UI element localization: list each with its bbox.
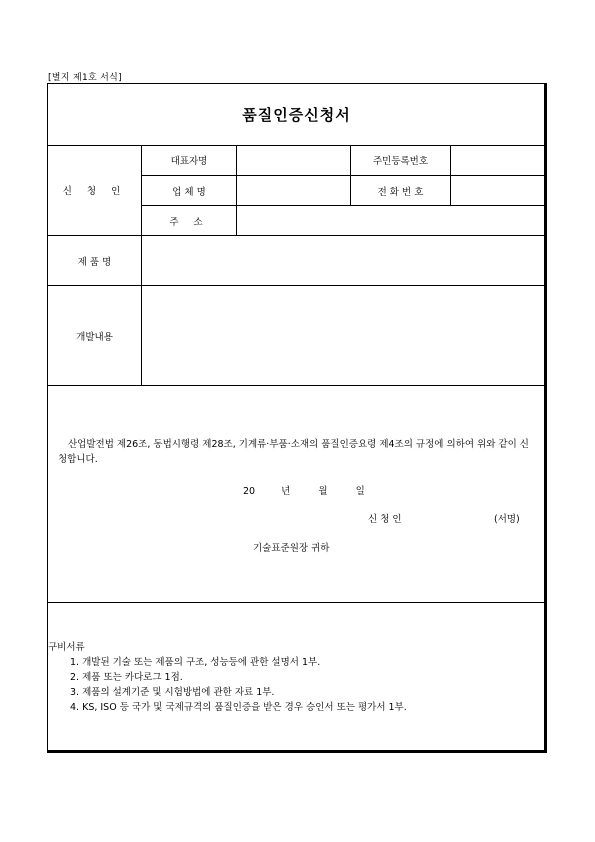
applicant-signature-label: 신 청 인 xyxy=(368,514,402,525)
form-title: 품질인증신청서 xyxy=(242,106,351,124)
row-divider xyxy=(48,602,545,603)
development-content-label: 개발내용 xyxy=(76,331,113,343)
required-documents xyxy=(48,640,538,715)
address-label: 주 소 xyxy=(169,216,209,228)
development-content-field[interactable] xyxy=(142,286,545,385)
application-form xyxy=(47,83,547,753)
representative-label: 대표자명 xyxy=(170,156,208,167)
representative-field[interactable] xyxy=(237,145,350,175)
list-item: 2. 제품 또는 카다로그 1점. xyxy=(70,672,183,683)
resident-number-label: 주민등록번호 xyxy=(372,156,429,167)
form-number-label: [별지 제1호 서식] xyxy=(48,73,122,83)
title-row xyxy=(48,84,545,146)
year-prefix: 20 xyxy=(243,486,256,497)
list-item: 3. 제품의 설계기준 및 시험방법에 관한 자료 1부. xyxy=(70,687,275,698)
required-documents-heading: 구비서류 xyxy=(48,642,85,653)
signature-field[interactable]: (서명) xyxy=(494,514,520,525)
applicant-section-label: 신 청 인 xyxy=(62,186,127,197)
company-name-field[interactable] xyxy=(237,176,350,205)
statement-text: 산업발전법 제26조, 동법시행령 제28조, 기계류·부품·소재의 품질인증요령 제4조의 규정에 의하여 위와 같이 신청합니다. xyxy=(58,439,529,465)
product-name-label: 제 품 명 xyxy=(77,256,112,268)
application-statement xyxy=(58,437,538,467)
resident-number-field[interactable] xyxy=(451,145,545,175)
row-divider xyxy=(48,385,545,386)
product-name-field[interactable] xyxy=(142,236,545,285)
day-label: 일 xyxy=(355,486,365,497)
year-label: 년 xyxy=(281,486,291,497)
list-item: 4. KS, ISO 등 국가 및 국제규격의 품질인증을 받은 경우 승인서 또는 평가서 1부. xyxy=(70,702,407,713)
list-item: 1. 개발된 기술 또는 제품의 구조, 성능등에 관한 설명서 1부. xyxy=(70,657,321,668)
address-field[interactable] xyxy=(237,206,545,235)
company-name-label: 업 체 명 xyxy=(172,186,206,198)
phone-number-label: 전 화 번 호 xyxy=(377,186,424,198)
date-line xyxy=(243,483,365,497)
month-label: 월 xyxy=(318,486,328,497)
addressee: 기술표준원장 귀하 xyxy=(253,543,330,554)
phone-number-field[interactable] xyxy=(451,176,545,205)
